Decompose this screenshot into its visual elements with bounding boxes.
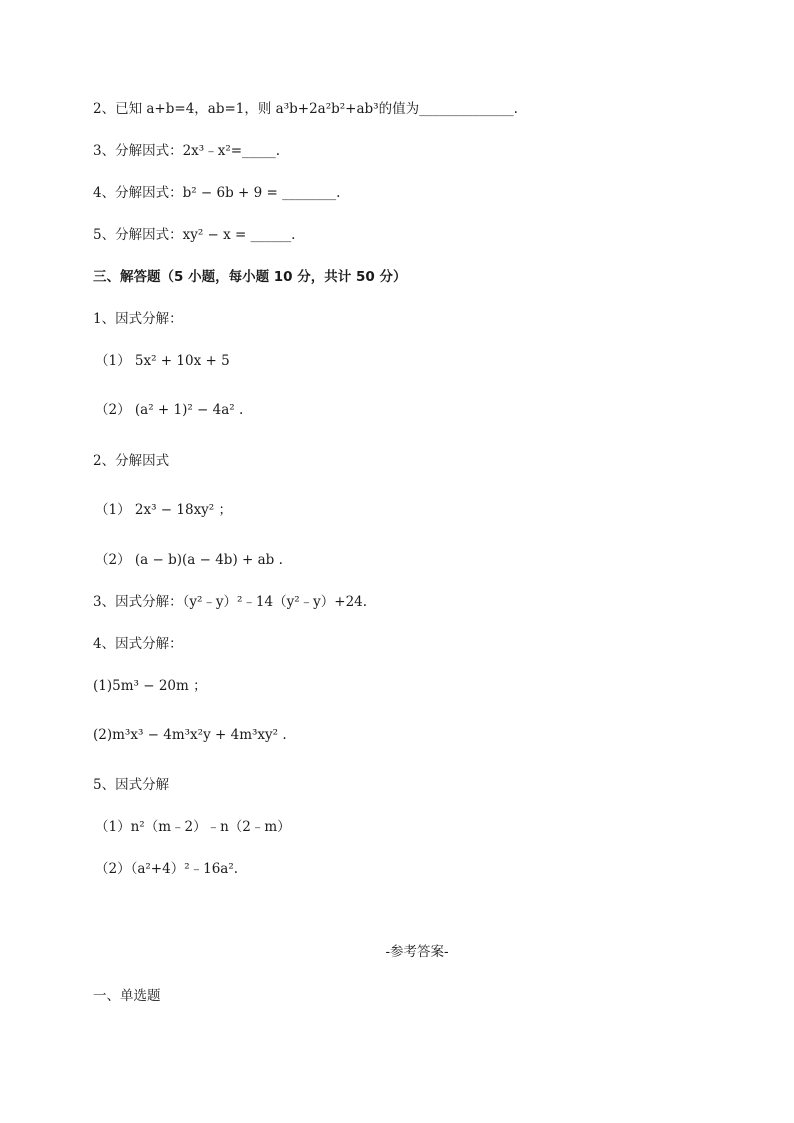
answers-title: -参考答案- bbox=[385, 944, 449, 960]
problem-1-part-1: （1） 5x² + 10x + 5 bbox=[95, 353, 230, 369]
problem-2-title: 2、分解因式 bbox=[93, 453, 170, 469]
answers-section-1: 一、单选题 bbox=[93, 988, 161, 1004]
problem-4-part-1: (1)5m³ − 20m ； bbox=[93, 678, 207, 694]
section-heading: 三、解答题（5 小题，每小题 10 分，共计 50 分） bbox=[93, 269, 407, 285]
problem-5-title: 5、因式分解 bbox=[93, 777, 170, 793]
problem-2-part-1: （1） 2x³ − 18xy² ； bbox=[95, 502, 233, 518]
question-3: 3、分解因式：2x³﹣x²=_____. bbox=[93, 143, 281, 159]
problem-1-part-2: （2） (a² + 1)² − 4a² . bbox=[95, 402, 244, 418]
question-2: 2、已知 a+b=4，ab=1，则 a³b+2a²b²+ab³的值为______________. bbox=[93, 101, 518, 117]
problem-5-part-1: （1）n²（m﹣2）﹣n（2﹣m） bbox=[95, 819, 291, 835]
question-4: 4、分解因式：b² − 6b + 9 = ________. bbox=[93, 185, 341, 201]
problem-2-part-2: （2） (a − b)(a − 4b) + ab . bbox=[95, 552, 283, 568]
problem-4-title: 4、因式分解： bbox=[93, 636, 183, 652]
problem-1-title: 1、因式分解： bbox=[93, 311, 183, 327]
problem-4-part-2: (2)m³x³ − 4m³x²y + 4m³xy² . bbox=[93, 727, 287, 743]
problem-5-part-2: （2）（a²+4）²﹣16a². bbox=[95, 861, 239, 877]
question-5: 5、分解因式：xy² − x = ______. bbox=[93, 227, 296, 243]
problem-3-title: 3、因式分解：（y²﹣y）²﹣14（y²﹣y）+24. bbox=[93, 594, 368, 610]
